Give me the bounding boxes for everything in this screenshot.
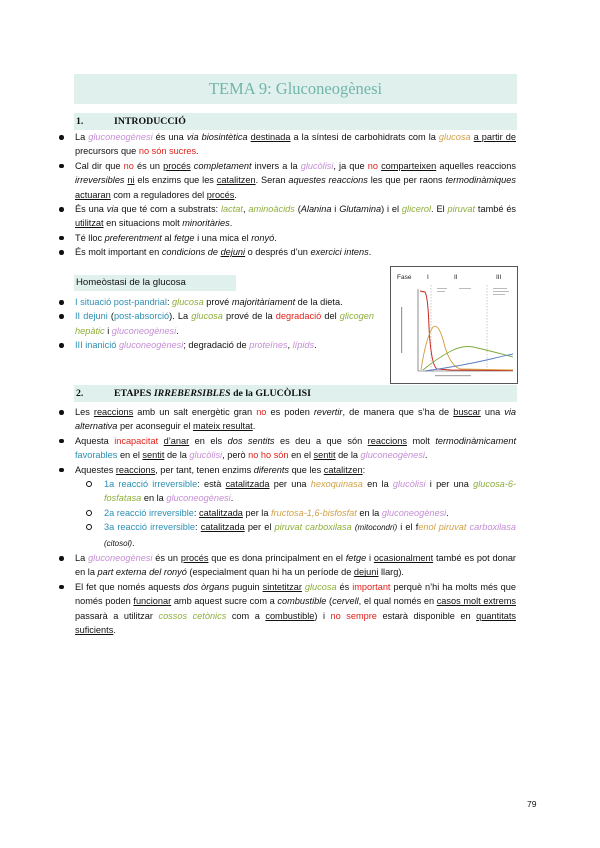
homeostasis-list xyxy=(58,295,374,353)
enzyme-item-1: 1a reacció irreversible: està catalitzada per una hexoquinasa en la glucòlisi i per una glucosa-6-fosfatasa en la gluconeogènesi. xyxy=(85,477,516,506)
glucose-sources-chart xyxy=(391,267,517,383)
intro-item-1: La gluconeogènesi és una via biosintètica destinada a la síntesi de carbohidrats com la glucosa a partir de precursors que no són sucres. xyxy=(58,130,516,159)
intro-item-2: Cal dir que no és un procés completament invers a la glucòlisi, ja que no comparteixen aquelles reaccions irreversibles ni els enzims que les catalitzen. Seran aquestes reaccions les que per raons termodinàmiques actuaran com a reguladores del procés. xyxy=(58,159,516,202)
y-axis-label-mark xyxy=(401,307,402,353)
steps-item-2: Aquesta incapacitat d’anar en els dos sentits es deu a que són reaccions molt termodinàmicament favorables en el sentit de la glucòlisi, però no ho són en el sentit de la gluconeogènesi. xyxy=(58,434,516,463)
alternative-fuel-curve xyxy=(425,354,513,371)
enzyme-sublist xyxy=(75,477,516,551)
x-axis-label-mark xyxy=(435,375,471,376)
annotation-mark-6 xyxy=(493,294,505,295)
irreversible-steps-list xyxy=(58,405,516,638)
steps-item-4: La gluconeogènesi és un procés que es dona principalment en el fetge i ocasionalment també es pot donar en la part externa del ronyó (especialment quan hi ha un període de dejuni llarg). xyxy=(58,551,516,580)
annotation-mark-1 xyxy=(437,288,447,289)
homeostasis-heading: Homeòstasi de la glucosa xyxy=(74,275,236,291)
intro-item-4: Té lloc preferentment al fetge i una mica el ronyó. xyxy=(58,231,516,245)
annotation-mark-3 xyxy=(459,288,471,289)
enzyme-item-3: 3a reacció irreversible: catalitzada per el piruvat carboxilasa (mitocondri) i el fenol piruvat carboxilasa (citosol). xyxy=(85,520,516,551)
phase-2-label: II xyxy=(454,274,458,281)
glycogen-curve xyxy=(421,326,513,370)
section-2-title: ETAPES IRREBERSIBLES de la GLUCÒLISI xyxy=(114,388,311,399)
annotation-mark-5 xyxy=(493,291,509,292)
homeostasis-item-1: I situació post-pandrial: glucosa prové majoritàriament de la dieta. xyxy=(58,295,374,309)
annotation-mark-2 xyxy=(437,291,445,292)
enzyme-item-2: 2a reacció irreversible: catalitzada per la fructosa-1,6-bisfosfat en la gluconeogènesi. xyxy=(85,506,516,520)
intro-list xyxy=(58,130,516,260)
phase-label: Fase xyxy=(397,274,412,281)
page-title: TEMA 9: Gluconeogènesi xyxy=(74,74,517,104)
intro-item-3: És una via que té com a substrats: lactat, aminoàcids (Alanina i Glutamina) i el glicerol. El piruvat també és utilitzat en situacions molt minoritàries. xyxy=(58,202,516,231)
steps-item-3: Aquestes reaccions, per tant, tenen enzims diferents que les catalitzen: 1a reacció irreversible: està catalitzada per una hexoquinasa en la glucòlisi i per una glucosa-6-fosfatasa en la gluconeogènesi. 2a reacció irreversible: catalitzada per la fructosa-1,6-bisfosfat en la gluconeogènesi. 3a reacció irreversible: catalitzada per el piruvat carboxilasa (mitocondri) i el fenol piruvat carboxilasa (citosol). xyxy=(58,463,516,551)
annotation-mark-4 xyxy=(493,288,507,289)
section-1-heading xyxy=(74,113,517,130)
dietary-glucose-curve xyxy=(420,291,513,371)
section-1-title: INTRODUCCIÓ xyxy=(114,116,186,127)
intro-item-5: És molt important en condicions de dejuni o després d’un exercici intens. xyxy=(58,245,516,259)
phase-1-label: I xyxy=(427,274,429,281)
gluconeogenesis-curve xyxy=(423,347,513,371)
section-2-heading xyxy=(74,385,517,402)
steps-item-1: Les reaccions amb un salt energètic gran no es poden revertir, de manera que s’ha de buscar una via alternativa per aconseguir el mateix resultat. xyxy=(58,405,516,434)
section-2-number: 2. xyxy=(76,388,84,399)
steps-item-5: El fet que només aquests dos òrgans puguin sintetitzar glucosa és important perquè n’hi ha molts més que només poden funcionar amb aquest sucre com a combustible (cervell, el qual només en casos molt extrems passarà a utilitzar cossos cetònics com a combustible) i no sempre estarà disponible en quantitats suficients. xyxy=(58,580,516,638)
homeostasis-item-3: III inanició gluconeogènesi; degradació de proteïnes, lípids. xyxy=(58,338,374,352)
phase-3-label: III xyxy=(496,274,502,281)
page-number: 79 xyxy=(527,799,537,809)
homeostasis-item-2: II dejuni (post-absorció). La glucosa prové de la degradació del glicogen hepàtic i gluconeogènesi. xyxy=(58,309,374,338)
glucose-sources-figure xyxy=(390,266,518,384)
section-1-number: 1. xyxy=(76,116,84,127)
